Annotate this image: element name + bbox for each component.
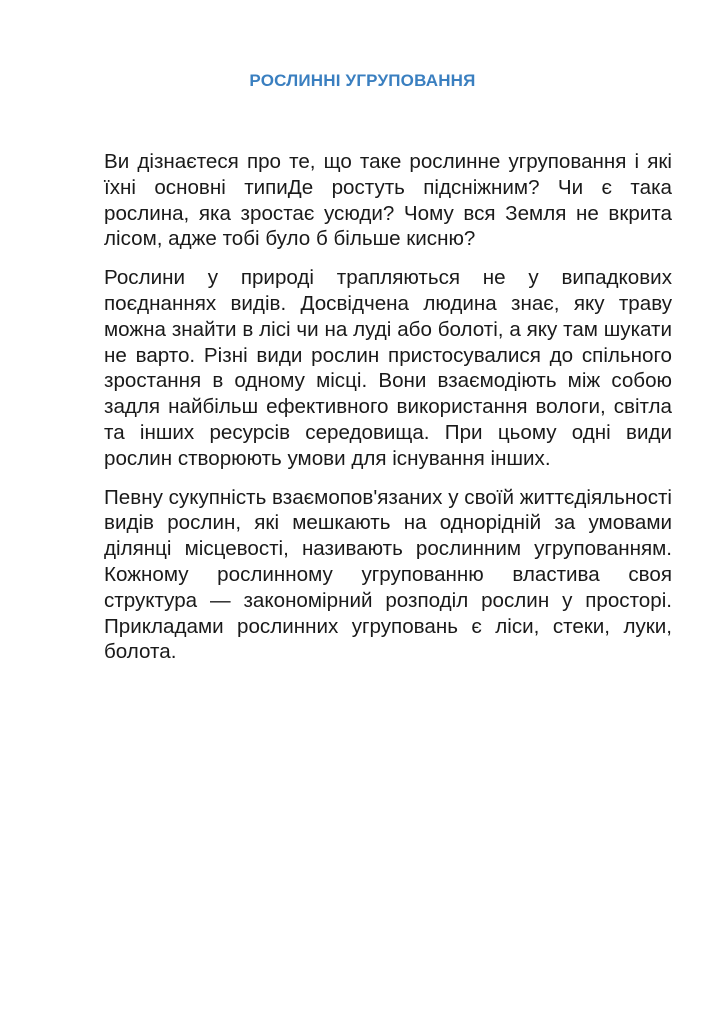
document-body — [104, 149, 672, 678]
page-title: РОСЛИННІ УГРУПОВАННЯ — [249, 71, 476, 90]
paragraph-definition: Певну сукупність взаємопов'язаних у своїй життєдіяльності видів рослин, які мешкають на однорідній за умовами ділянці місцевості, називають рослинним угрупованням. Кожному рослинному угрупованню властива своя структура — закономірний розподіл рослин у просторі. Прикладами рослинних угруповань є ліси, стеки, луки, болота. — [104, 485, 672, 664]
paragraph-plants-in-nature: Рослини у природі трапляються не у випадкових поєднаннях видів. Досвідчена людина знає, яку траву можна знайти в лісі чи на луді або болоті, а яку там шукати не варто. Різні види рослин пристосувалися до спільного зростання в одному місці. Вони взаємодіють між собою задля найбільш ефективного використання вологи, світла та інших ресурсів середовища. При цьому одні види рослин створюють умови для існування інших. — [104, 266, 672, 470]
paragraph-intro: Ви дізнаєтеся про те, що таке рослинне угруповання і які їхні основні типиДе ростуть підсніжним? Чи є така рослина, яка зростає усюди? Чому вся Земля не вкрита лісом, адже тобі було б більше кисню? — [104, 150, 672, 251]
